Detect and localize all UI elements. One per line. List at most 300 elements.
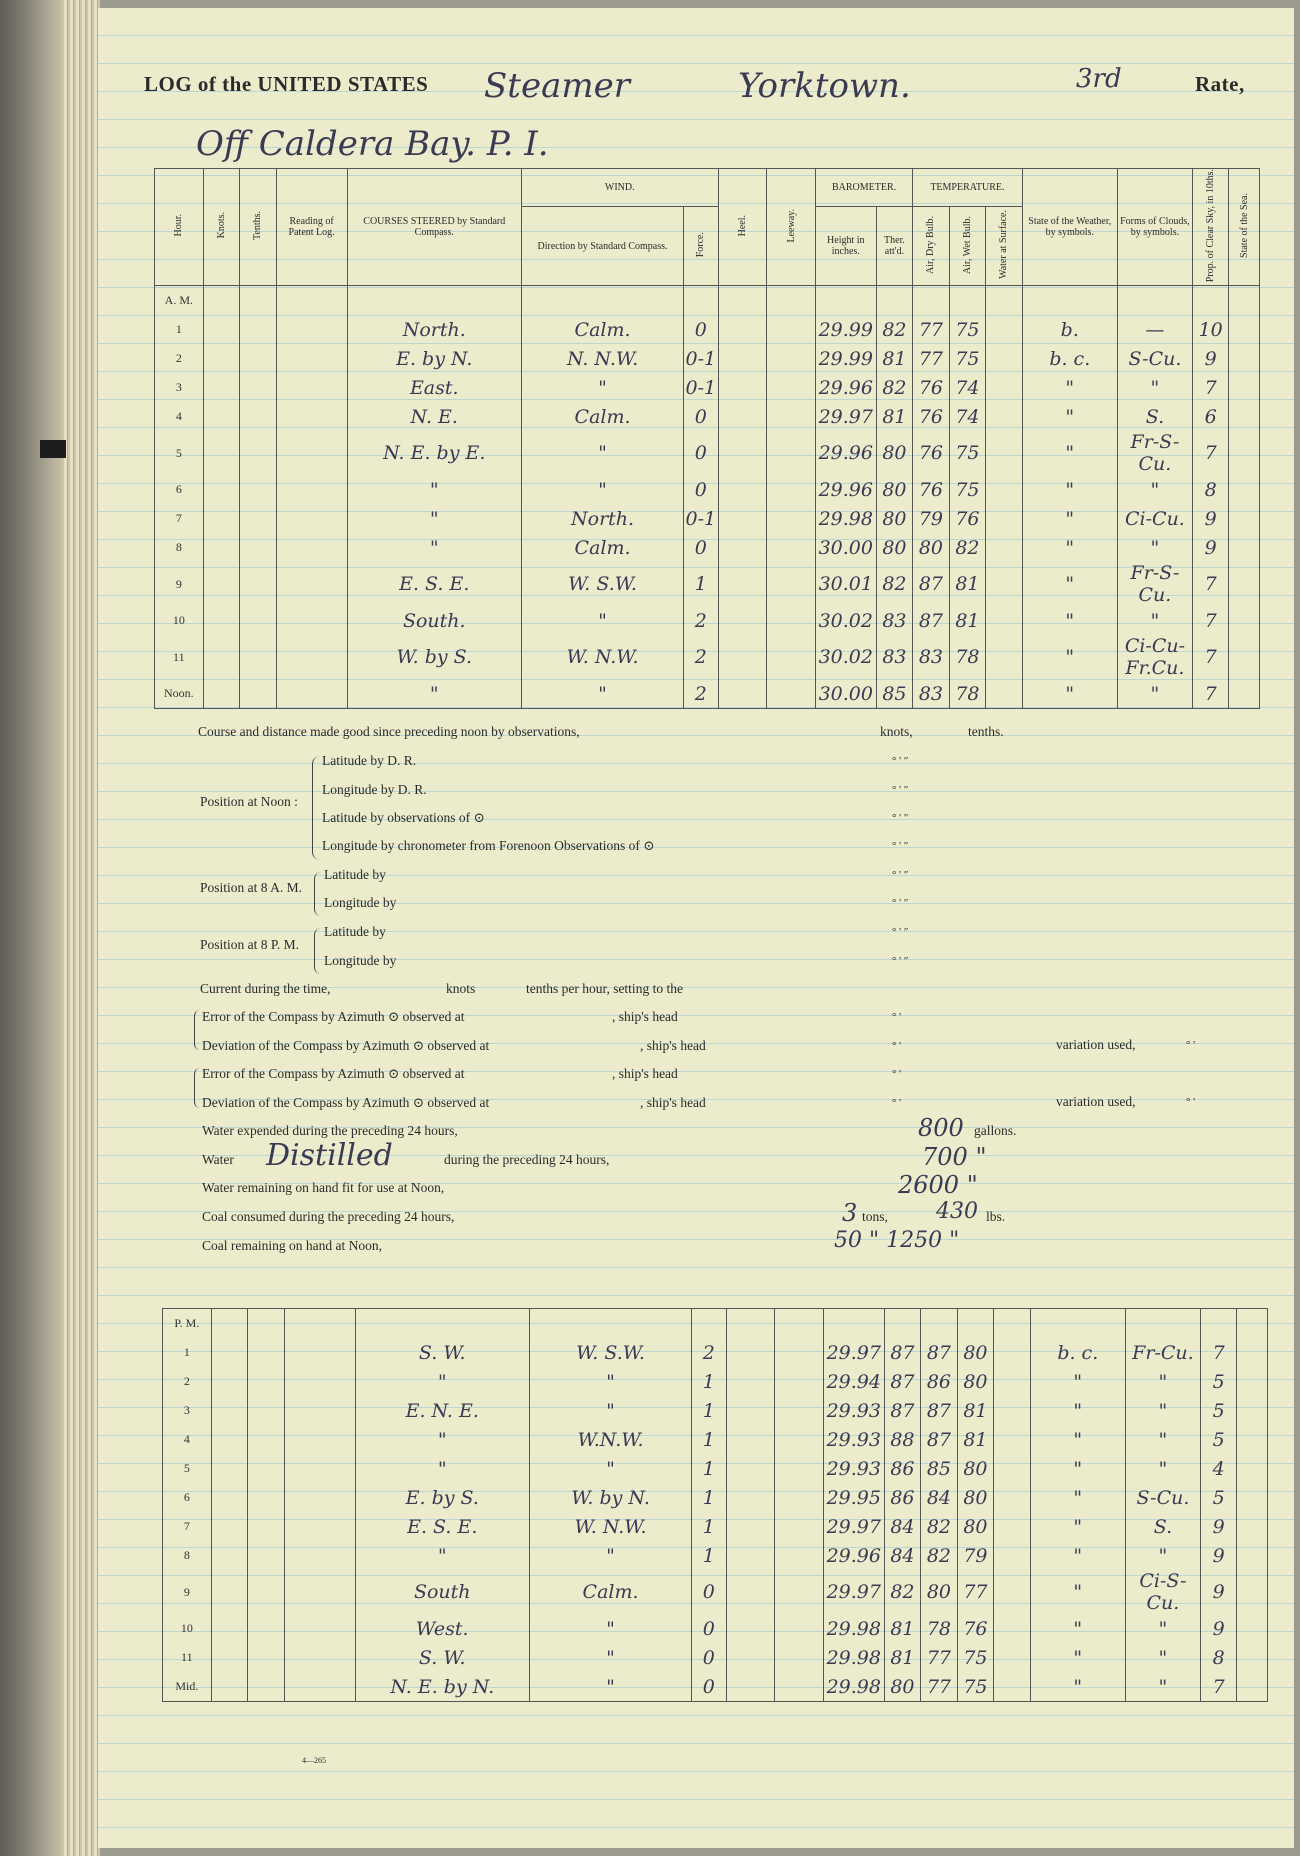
weather-cell: " [1030, 1614, 1125, 1643]
air-dry-cell: 83 [913, 679, 949, 709]
knots-cell [211, 1454, 247, 1483]
weather-cell: b. [1022, 315, 1117, 344]
heel-cell [726, 1396, 775, 1425]
air-dry-cell: 76 [913, 373, 949, 402]
tenths-cell [248, 1672, 284, 1702]
course-cell: " [347, 504, 521, 533]
log-label: LOG of the UNITED STATES [144, 72, 429, 96]
barometer-cell: 29.97 [823, 1512, 884, 1541]
log-row [163, 1643, 1268, 1672]
knots-cell [203, 635, 239, 679]
sea-cell [1229, 533, 1260, 562]
force-cell: 0 [684, 315, 718, 344]
knots-cell [211, 1338, 247, 1367]
log-row [155, 679, 1260, 709]
clouds-cell: " [1125, 1614, 1200, 1643]
knots-cell [203, 533, 239, 562]
patent-log-cell [276, 533, 347, 562]
sea-cell [1237, 1425, 1268, 1454]
rate-label: Rate, [1195, 72, 1245, 96]
lat-obs-label: Latitude by observations of ⊙ [322, 810, 485, 825]
air-dry-cell: 87 [921, 1396, 957, 1425]
force-cell: 1 [684, 562, 718, 606]
wind-direction-cell: W. by N. [529, 1483, 691, 1512]
wind-direction-cell: Calm. [521, 533, 683, 562]
log-row [163, 1483, 1268, 1512]
clouds-cell: " [1125, 1425, 1200, 1454]
tenths-cell [248, 1512, 284, 1541]
log-row [155, 431, 1260, 475]
air-dry-cell: 85 [921, 1454, 957, 1483]
position-8am-label: Position at 8 A. M. [200, 880, 303, 895]
wind-direction-cell: " [529, 1541, 691, 1570]
sea-cell [1237, 1643, 1268, 1672]
barometer-cell: 29.96 [815, 373, 876, 402]
clouds-cell: " [1125, 1454, 1200, 1483]
page-marker [40, 440, 66, 458]
water-surface-cell [994, 1483, 1030, 1512]
water-surface-cell [994, 1614, 1030, 1643]
weather-cell: b. c. [1022, 344, 1117, 373]
course-cell: N. E. [347, 402, 521, 431]
sea-cell [1229, 402, 1260, 431]
force-cell: 0-1 [684, 344, 718, 373]
patent-log-cell [284, 1425, 355, 1454]
sea-cell [1237, 1541, 1268, 1570]
log-row [155, 402, 1260, 431]
air-wet-cell: 81 [957, 1396, 993, 1425]
sea-cell [1229, 373, 1260, 402]
log-row [163, 1614, 1268, 1643]
sea-cell [1237, 1512, 1268, 1541]
sea-cell [1229, 606, 1260, 635]
heel-cell [718, 475, 767, 504]
patent-log-cell [276, 679, 347, 709]
hour-cell: 3 [155, 373, 204, 402]
course-cell: E. N. E. [355, 1396, 529, 1425]
hour-cell: 6 [163, 1483, 212, 1512]
col-force: Force. [695, 232, 707, 258]
patent-log-cell [276, 431, 347, 475]
clouds-cell: Fr-S-Cu. [1117, 431, 1192, 475]
clouds-cell: " [1117, 606, 1192, 635]
clear-sky-cell: 7 [1200, 1338, 1236, 1367]
weather-cell: " [1030, 1570, 1125, 1614]
clear-sky-cell: 4 [1200, 1454, 1236, 1483]
air-dry-cell: 82 [921, 1512, 957, 1541]
tenths-label: tenths. [968, 724, 1004, 739]
thermometer-cell: 87 [884, 1367, 920, 1396]
leeway-cell [767, 562, 816, 606]
tenths-cell [248, 1614, 284, 1643]
pm-label: P. M. [163, 1309, 212, 1339]
weather-cell: " [1030, 1672, 1125, 1702]
clouds-cell: Ci-Cu. [1117, 504, 1192, 533]
log-row [163, 1541, 1268, 1570]
force-cell: 2 [684, 679, 718, 709]
brace [314, 928, 321, 974]
rate-value: 3rd [1076, 64, 1122, 94]
tenths-cell [248, 1396, 284, 1425]
air-wet-cell: 77 [957, 1570, 993, 1614]
heel-cell [726, 1425, 775, 1454]
weather-cell: " [1022, 475, 1117, 504]
clouds-cell: " [1117, 475, 1192, 504]
water-surface-cell [986, 679, 1022, 709]
col-clear-sky: Prop. of Clear Sky, in 10ths. [1205, 169, 1217, 283]
log-row [155, 562, 1260, 606]
hour-cell: 10 [163, 1614, 212, 1643]
water-surface-cell [994, 1512, 1030, 1541]
air-dry-cell: 87 [913, 606, 949, 635]
log-row [163, 1338, 1268, 1367]
thermometer-cell: 81 [876, 402, 912, 431]
knots-cell [203, 402, 239, 431]
hour-cell: 8 [163, 1541, 212, 1570]
thermometer-cell: 81 [884, 1643, 920, 1672]
heel-cell [726, 1454, 775, 1483]
leeway-cell [767, 402, 816, 431]
clouds-cell: Fr-S-Cu. [1117, 562, 1192, 606]
col-temperature: TEMPERATURE. [913, 169, 1022, 207]
brace [312, 756, 321, 860]
air-wet-cell: 75 [957, 1643, 993, 1672]
clouds-cell: " [1125, 1396, 1200, 1425]
barometer-cell: 29.93 [823, 1454, 884, 1483]
tenths-cell [248, 1570, 284, 1614]
water-remaining-label: Water remaining on hand fit for use at Noon, [202, 1180, 445, 1195]
weather-cell: " [1022, 402, 1117, 431]
deg-min-marks: ° ' [892, 1011, 902, 1023]
tenths-cell [240, 562, 276, 606]
air-dry-cell: 77 [921, 1672, 957, 1702]
force-cell: 0 [684, 533, 718, 562]
heel-cell [726, 1367, 775, 1396]
patent-log-cell [284, 1367, 355, 1396]
leeway-cell [775, 1570, 824, 1614]
log-row [155, 315, 1260, 344]
barometer-cell: 30.00 [815, 533, 876, 562]
leeway-cell [775, 1672, 824, 1702]
sea-cell [1237, 1396, 1268, 1425]
thermometer-cell: 83 [876, 606, 912, 635]
water-surface-cell [986, 504, 1022, 533]
leeway-cell [767, 533, 816, 562]
col-air-wet: Air, Wet Bulb. [961, 215, 973, 274]
leeway-cell [767, 431, 816, 475]
force-cell: 1 [692, 1396, 726, 1425]
barometer-cell: 29.98 [823, 1672, 884, 1702]
leeway-cell [775, 1425, 824, 1454]
sea-cell [1237, 1570, 1268, 1614]
air-wet-cell: 75 [949, 475, 985, 504]
heel-cell [726, 1483, 775, 1512]
water-surface-cell [994, 1396, 1030, 1425]
weather-cell: " [1022, 562, 1117, 606]
col-weather: State of the Weather, by symbols. [1022, 169, 1117, 286]
air-dry-cell: 83 [913, 635, 949, 679]
patent-log-cell [276, 562, 347, 606]
hour-cell: 7 [163, 1512, 212, 1541]
clouds-cell: Ci-S-Cu. [1125, 1570, 1200, 1614]
clouds-cell: " [1117, 533, 1192, 562]
knots-cell [211, 1643, 247, 1672]
clouds-cell: S-Cu. [1117, 344, 1192, 373]
log-page [98, 8, 1294, 1848]
weather-cell: " [1022, 679, 1117, 709]
clear-sky-cell: 7 [1192, 635, 1228, 679]
course-cell: " [347, 533, 521, 562]
knots-cell [203, 504, 239, 533]
deg-min-marks: ° ' [892, 1097, 902, 1109]
clear-sky-cell: 9 [1192, 533, 1228, 562]
clouds-cell: " [1125, 1541, 1200, 1570]
hour-cell: 9 [155, 562, 204, 606]
course-cell: E. by N. [347, 344, 521, 373]
tenths-cell [248, 1367, 284, 1396]
thermometer-cell: 85 [876, 679, 912, 709]
heel-cell [726, 1512, 775, 1541]
hour-cell: Noon. [155, 679, 204, 709]
brace [194, 1010, 200, 1050]
force-cell: 1 [692, 1541, 726, 1570]
knots-cell [211, 1541, 247, 1570]
water-surface-cell [986, 344, 1022, 373]
barometer-cell: 29.96 [815, 431, 876, 475]
air-dry-cell: 87 [913, 562, 949, 606]
vessel-name: Yorktown. [738, 66, 911, 106]
thermometer-cell: 86 [884, 1483, 920, 1512]
weather-cell: " [1022, 606, 1117, 635]
am-log-table [154, 168, 1260, 709]
col-barometer: BAROMETER. [815, 169, 912, 207]
force-cell: 0-1 [684, 504, 718, 533]
weather-cell: " [1030, 1483, 1125, 1512]
log-row [155, 606, 1260, 635]
force-cell: 0-1 [684, 373, 718, 402]
barometer-cell: 29.98 [823, 1614, 884, 1643]
sea-cell [1229, 635, 1260, 679]
leeway-cell [775, 1338, 824, 1367]
deg-marks: ° ' ″ [892, 784, 909, 796]
air-dry-cell: 79 [913, 504, 949, 533]
force-cell: 0 [684, 402, 718, 431]
hour-cell: 5 [155, 431, 204, 475]
wind-direction-cell: Calm. [521, 315, 683, 344]
coal-tons-value: 3 [842, 1199, 858, 1227]
water-distilled-label: during the preceding 24 hours, [444, 1152, 610, 1167]
course-cell: " [347, 679, 521, 709]
air-dry-cell: 86 [921, 1367, 957, 1396]
water-distilled-value: 700 " [922, 1143, 987, 1171]
lon-chron-label: Longitude by chronometer from Forenoon Observations of ⊙ [322, 838, 655, 853]
clear-sky-cell: 7 [1192, 431, 1228, 475]
course-cell: West. [355, 1614, 529, 1643]
deg-min-marks: ° ' [892, 1040, 902, 1052]
coal-lbs-value: 430 [936, 1199, 978, 1224]
air-wet-cell: 81 [949, 606, 985, 635]
tenths-cell [240, 533, 276, 562]
tenths-cell [240, 431, 276, 475]
barometer-cell: 29.96 [815, 475, 876, 504]
leeway-cell [767, 504, 816, 533]
force-cell: 0 [692, 1643, 726, 1672]
thermometer-cell: 87 [884, 1396, 920, 1425]
air-wet-cell: 80 [957, 1367, 993, 1396]
current-tenths-label: tenths per hour, setting to the [526, 981, 683, 996]
heel-cell [718, 562, 767, 606]
vessel-type: Steamer [484, 66, 630, 106]
wind-direction-cell: " [529, 1454, 691, 1483]
sea-cell [1237, 1614, 1268, 1643]
wind-direction-cell: " [521, 373, 683, 402]
heel-cell [726, 1614, 775, 1643]
form-number: 4—265 [302, 1756, 326, 1765]
heel-cell [718, 679, 767, 709]
water-surface-cell [994, 1643, 1030, 1672]
clear-sky-cell: 5 [1200, 1367, 1236, 1396]
course-cell: " [355, 1425, 529, 1454]
thermometer-cell: 82 [876, 315, 912, 344]
water-surface-cell [986, 562, 1022, 606]
weather-cell: " [1030, 1396, 1125, 1425]
patent-log-cell [284, 1396, 355, 1425]
knots-cell [203, 679, 239, 709]
water-surface-cell [986, 475, 1022, 504]
patent-log-cell [276, 635, 347, 679]
heel-cell [726, 1643, 775, 1672]
clear-sky-cell: 9 [1200, 1512, 1236, 1541]
water-surface-cell [994, 1338, 1030, 1367]
course-cell: N. E. by E. [347, 431, 521, 475]
clear-sky-cell: 8 [1192, 475, 1228, 504]
clear-sky-cell: 5 [1200, 1483, 1236, 1512]
heel-cell [726, 1672, 775, 1702]
col-ther: Ther. att'd. [876, 207, 912, 286]
force-cell: 2 [684, 606, 718, 635]
barometer-cell: 29.98 [823, 1643, 884, 1672]
clear-sky-cell: 9 [1200, 1541, 1236, 1570]
air-wet-cell: 82 [949, 533, 985, 562]
log-row [155, 533, 1260, 562]
thermometer-cell: 82 [876, 562, 912, 606]
weather-cell: " [1030, 1454, 1125, 1483]
heel-cell [726, 1541, 775, 1570]
water-surface-cell [994, 1367, 1030, 1396]
force-cell: 1 [692, 1454, 726, 1483]
air-dry-cell: 76 [913, 431, 949, 475]
position-noon-label: Position at Noon : [200, 794, 298, 809]
air-wet-cell: 78 [949, 679, 985, 709]
hour-cell: 1 [155, 315, 204, 344]
leeway-cell [775, 1396, 824, 1425]
thermometer-cell: 81 [876, 344, 912, 373]
leeway-cell [775, 1483, 824, 1512]
water-remaining-value: 2600 " [898, 1171, 978, 1199]
deg-marks: ° ' ″ [892, 926, 909, 938]
weather-cell: " [1022, 373, 1117, 402]
air-wet-cell: 76 [949, 504, 985, 533]
air-wet-cell: 75 [957, 1672, 993, 1702]
wind-direction-cell: " [529, 1614, 691, 1643]
ships-head-label: , ship's head [612, 1009, 678, 1024]
thermometer-cell: 82 [884, 1570, 920, 1614]
tenths-cell [240, 344, 276, 373]
tenths-cell [240, 315, 276, 344]
heel-cell [718, 431, 767, 475]
brace [314, 872, 321, 916]
barometer-cell: 29.97 [815, 402, 876, 431]
leeway-cell [775, 1614, 824, 1643]
patent-log-cell [276, 475, 347, 504]
leeway-cell [775, 1454, 824, 1483]
patent-log-cell [276, 606, 347, 635]
col-height: Height in inches. [815, 207, 876, 286]
wind-direction-cell: W. N.W. [521, 635, 683, 679]
lat-8am-label: Latitude by [324, 867, 386, 882]
log-row [155, 504, 1260, 533]
water-expended-label: Water expended during the preceding 24 hours, [202, 1123, 458, 1138]
knots-cell [211, 1614, 247, 1643]
weather-cell: " [1030, 1425, 1125, 1454]
weather-cell: " [1022, 431, 1117, 475]
deg-min-marks: ° ' [892, 1068, 902, 1080]
sea-cell [1229, 562, 1260, 606]
log-row [155, 344, 1260, 373]
heel-cell [718, 533, 767, 562]
hour-cell: 4 [163, 1425, 212, 1454]
air-dry-cell: 76 [913, 402, 949, 431]
hour-cell: 7 [155, 504, 204, 533]
water-label: Water [202, 1152, 234, 1167]
knots-cell [211, 1570, 247, 1614]
course-cell: E. S. E. [355, 1512, 529, 1541]
col-courses: COURSES STEERED by Standard Compass. [347, 169, 521, 286]
col-knots: Knots. [215, 212, 227, 239]
water-distilled-word: Distilled [266, 1138, 393, 1173]
air-wet-cell: 81 [949, 562, 985, 606]
log-row [163, 1396, 1268, 1425]
air-wet-cell: 80 [957, 1512, 993, 1541]
log-row [163, 1454, 1268, 1483]
hour-cell: 5 [163, 1454, 212, 1483]
wind-direction-cell: W.N.W. [529, 1425, 691, 1454]
clear-sky-cell: 7 [1192, 679, 1228, 709]
patent-log-cell [284, 1454, 355, 1483]
tenths-cell [240, 679, 276, 709]
air-wet-cell: 79 [957, 1541, 993, 1570]
patent-log-cell [284, 1512, 355, 1541]
clouds-cell: S. [1125, 1512, 1200, 1541]
force-cell: 1 [692, 1425, 726, 1454]
col-sea: State of the Sea. [1238, 193, 1250, 259]
course-cell: South [355, 1570, 529, 1614]
log-row [163, 1672, 1268, 1702]
deg-min-marks: ° ' [1186, 1096, 1196, 1108]
tenths-cell [240, 402, 276, 431]
col-water-surface: Water at Surface. [998, 210, 1010, 280]
air-dry-cell: 77 [913, 315, 949, 344]
location: Off Caldera Bay. P. I. [196, 124, 549, 164]
pm-log-table [162, 1308, 1268, 1702]
course-cell: E. S. E. [347, 562, 521, 606]
air-dry-cell: 80 [913, 533, 949, 562]
leeway-cell [775, 1512, 824, 1541]
air-dry-cell: 78 [921, 1614, 957, 1643]
course-cell: " [347, 475, 521, 504]
wind-direction-cell: W. N.W. [529, 1512, 691, 1541]
knots-cell [203, 315, 239, 344]
